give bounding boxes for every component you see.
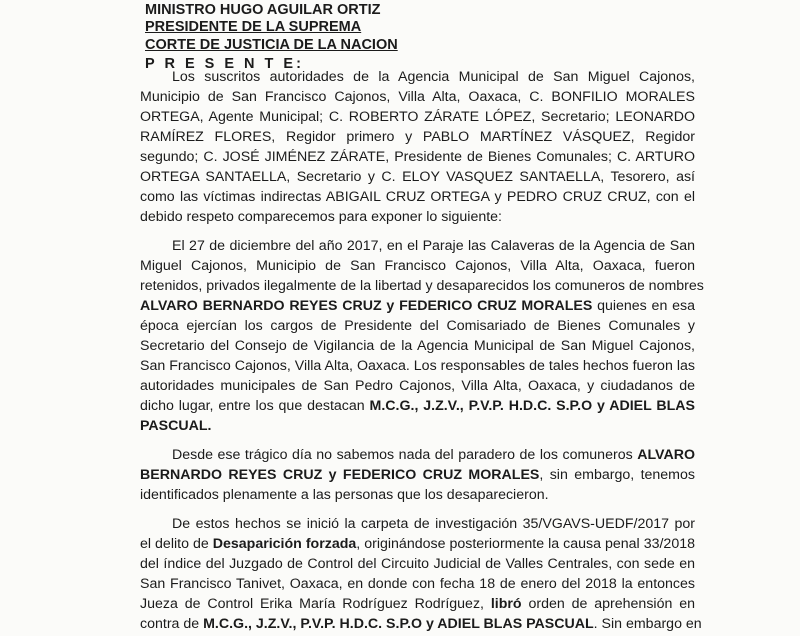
p2-line-4 xyxy=(140,298,695,318)
p2-line-8: autoridades municipales de San Pedro Cajonos, Villa Alta, Oaxaca, y ciudadanos de xyxy=(140,378,695,394)
p2-line-4-rest: quienes en esa xyxy=(592,298,695,314)
accused-names: M.C.G., J.Z.V., P.V.P. H.D.C. S.P.O y ADIEL BLAS xyxy=(369,398,696,414)
recipient-name: MINISTRO HUGO AGUILAR ORTIZ xyxy=(145,2,381,18)
p1-line-3: ORTEGA, Agente Municipal; C. ROBERTO ZÁRATE LÓPEZ, Secretario; LEONARDO xyxy=(140,109,695,125)
p4-accused-names: M.C.G., J.Z.V., P.V.P. H.D.C. S.P.O y ADIEL BLAS PASCUAL xyxy=(203,616,594,632)
p2-line-6: Secretario del Consejo de Vigilancia de la Agencia Municipal de San Miguel Cajonos, xyxy=(140,338,695,354)
p2-line-1: El 27 de diciembre del año 2017, en el Paraje las Calaveras de la Agencia de San xyxy=(172,238,695,254)
p4-line-6-c: . Sin embargo en xyxy=(593,616,702,632)
p4-line-5-a: Jueza de Control Erika María Rodríguez Rodríguez, xyxy=(140,596,491,612)
p4-line-5-b: libró xyxy=(490,596,522,612)
salutation: P R E S E N T E: xyxy=(145,56,304,72)
p2-line-2: Miguel Cajonos, Municipio de San Francisco Cajonos, Villa Alta, Oaxaca, fueron xyxy=(140,258,695,274)
p1-line-4: RAMÍREZ FLORES, Regidor primero y PABLO MARTÍNEZ VÁSQUEZ, Regidor xyxy=(140,129,695,145)
p2-line-9-plain: dicho lugar, entre los que destacan xyxy=(140,398,370,414)
p1-line-7: como las víctimas indirectas ABIGAIL CRUZ ORTEGA y PEDRO CRUZ CRUZ, con el xyxy=(140,189,695,205)
p3-line-1-bold: ALVARO xyxy=(637,447,695,463)
p1-line-1: Los suscritos autoridades de la Agencia Municipal de San Miguel Cajonos, xyxy=(172,69,695,85)
victims-names: ALVARO BERNARDO REYES CRUZ y FEDERICO CRUZ MORALES xyxy=(140,298,593,314)
p4-line-5-c: orden de aprehensión en xyxy=(521,596,695,612)
p2-line-3: retenidos, privados ilegalmente de la libertad y desaparecidos los comuneros de nombres xyxy=(140,278,704,294)
crime-name: Desaparición forzada xyxy=(212,536,357,552)
p1-line-8: debido respeto comparecemos para exponer lo siguiente: xyxy=(140,209,503,225)
p4-line-6 xyxy=(140,616,702,636)
p4-line-3: del índice del Juzgado de Control del Circuito Judicial de Valles Centrales, con sede en xyxy=(140,556,695,572)
p3-line-2 xyxy=(140,467,695,487)
p4-line-2-a: el delito de xyxy=(140,536,213,552)
p2-line-9 xyxy=(140,398,695,418)
p4-line-6-a: contra de xyxy=(140,616,204,632)
p4-line-4: San Francisco Tanivet, Oaxaca, en donde con fecha 18 de enero del 2018 la entonces xyxy=(140,576,695,592)
p3-line-1 xyxy=(140,447,695,467)
p2-line-10 xyxy=(140,418,695,438)
p4-line-2-c: , originándose posteriormente la causa penal 33/2018 xyxy=(356,536,695,552)
p3-line-1-plain: Desde ese trágico día no sabemos nada del paradero de los comuneros xyxy=(172,447,638,463)
p2-line-5: época ejercían los cargos de Presidente del Comisariado de Bienes Comunales y xyxy=(140,318,695,334)
p3-line-2-rest: , sin embargo, tenemos xyxy=(539,467,695,483)
p3-victims-names: BERNARDO REYES CRUZ y FEDERICO CRUZ MORALES xyxy=(140,467,540,483)
p1-line-6: ORTEGA SANTAELLA, Secretario y C. ELOY VASQUEZ SANTAELLA, Tesorero, así xyxy=(140,169,695,185)
p1-line-5: segundo; C. JOSÉ JIMÉNEZ ZÁRATE, Presidente de Bienes Comunales; C. ARTURO xyxy=(140,149,695,165)
p2-line-7: San Francisco Cajonos, Villa Alta, Oaxaca. Los responsables de tales hechos fueron las xyxy=(140,358,695,374)
p3-line-3: identificados plenamente a las personas que los desaparecieron. xyxy=(140,487,549,503)
recipient-title: PRESIDENTE DE LA SUPREMA xyxy=(145,19,362,35)
p4-line-2 xyxy=(140,536,695,556)
accused-names-end: PASCUAL. xyxy=(140,418,212,434)
p1-line-2: Municipio de San Francisco Cajonos, Villa Alta, Oaxaca, C. BONFILIO MORALES xyxy=(140,89,695,105)
recipient-court: CORTE DE JUSTICIA DE LA NACION xyxy=(145,37,398,53)
p4-line-5 xyxy=(140,596,695,616)
p4-line-1: De estos hechos se inició la carpeta de investigación 35/VGAVS-UEDF/2017 por xyxy=(172,516,695,532)
